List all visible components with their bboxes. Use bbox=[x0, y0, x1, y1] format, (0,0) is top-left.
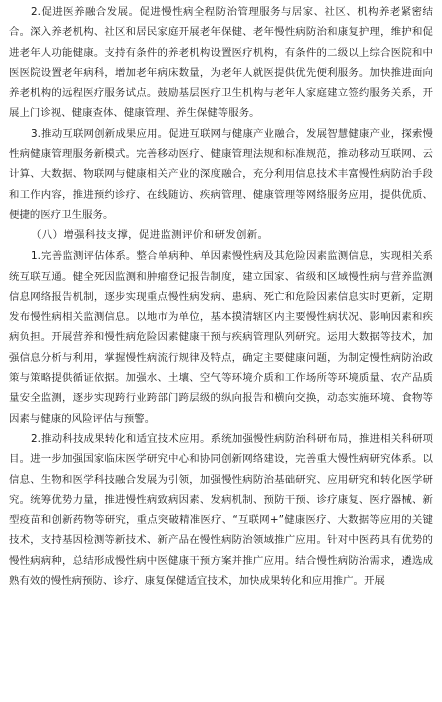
paragraph-medical-elderly-care: 2.促进医养融合发展。促进慢性病全程防治管理服务与居家、社区、机构养老紧密结合。深入养老机构、社区和居民家庭开展老年保健、老年慢性病防治和康复护理，维护和促进老年人功能健康。支持有条件的养老机构设置医疗机构，有条件的二级以上综合医院和中医医院设置老年病科，增加老年病床数量，为老年人就医提供优先便利服务。加快推进面向养老机构的远程医疗服务试点。鼓励基层医疗卫生机构与老年人家庭建立签约服务关系，开展上门诊视、健康查体、健康管理、养生保健等服务。 bbox=[9, 6, 433, 120]
paragraph-monitoring-system: 1.完善监测评估体系。整合单病种、单因素慢性病及其危险因素监测信息，实现相关系统互联互通。健全死因监测和肿瘤登记报告制度，建立国家、省级和区域慢性病与营养监测信息网络报告机制，逐步实现重点慢性病发病、患病、死亡和危险因素信息实时更新，定期发布慢性病相关监测信息。以地市为单位，基本摸清辖区内主要慢性病状况、影响因素和疾病负担。开展营养和慢性病危险因素健康干预与疾病管理队列研究。运用大数据等技术，加强信息分析与利用，掌握慢性病流行规律及特点，确定主要健康问题，为制定慢性病防治政策与策略提供循证依据。加强水、土壤、空气等环境介质和工作场所等环境质量、农产品质量安全监测，逐步实现跨行业跨部门跨层级的纵向报告和横向交换，动态实施环境、食物等因素与健康的风险评估与预警。 bbox=[9, 250, 433, 425]
section-heading: （八）增强科技支撑，促进监测评价和研发创新。 bbox=[31, 229, 269, 242]
paragraph-technology-transfer: 2.推动科技成果转化和适宜技术应用。系统加强慢性病防治科研布局，推进相关科研项目。进一步加强国家临床医学研究中心和协同创新网络建设，完善重大慢性病研究体系。以信息、生物和医学科技融合发展为引领，加强慢性病防治基础研究、应用研究和转化医学研究。统筹优势力量，推进慢性病致病因素、发病机制、预防干预、诊疗康复、医疗器械、新型疫苗和创新药物等研究，重点突破精准医疗、“互联网+”健康医疗、大数据等应用的关键技术，支持基因检测等新技术、新产品在慢性病防治领域推广应用。针对中医药具有优势的慢性病病种，总结形成慢性病中医健康干预方案并推广应用。结合慢性病防治需求，遴选成熟有效的慢性病预防、诊疗、康复保健适宜技术，加快成果转化和应用推广。开展 bbox=[9, 432, 433, 588]
paragraph-internet-innovation: 3.推动互联网创新成果应用。促进互联网与健康产业融合，发展智慧健康产业，探索慢性病健康管理服务新模式。完善移动医疗、健康管理法规和标准规范，推动移动互联网、云计算、大数据、物联网与健康相关产业的深度融合，充分利用信息技术丰富慢性病防治手段和工作内容，推进预约诊疗、在线随访、疾病管理、健康管理等网络服务应用，提供优质、便捷的医疗卫生服务。 bbox=[9, 127, 433, 221]
